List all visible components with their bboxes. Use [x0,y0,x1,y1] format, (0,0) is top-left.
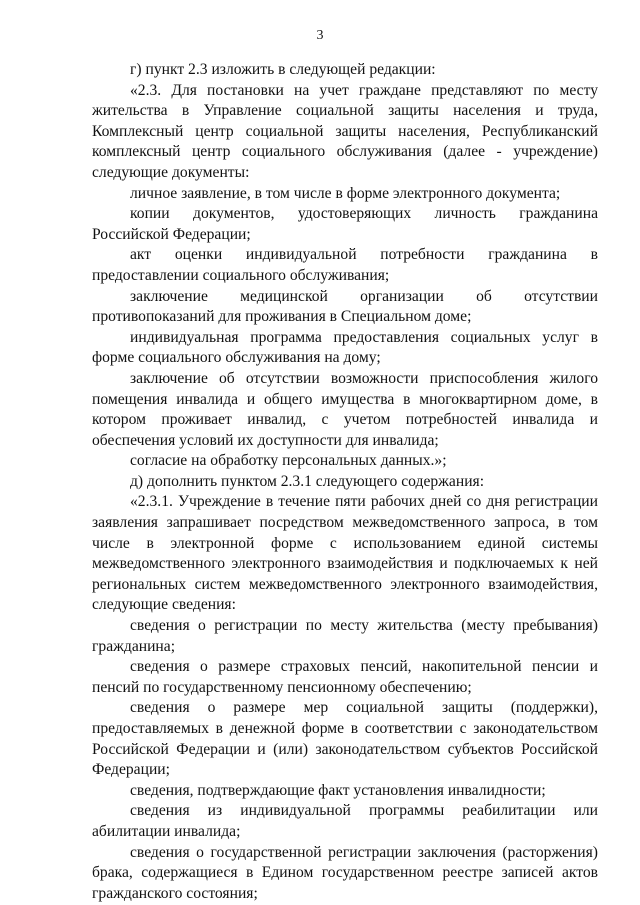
list-item-application: личное заявление, в том числе в форме электронного документа; [130,184,561,202]
list-item-disability-info: сведения, подтверждающие факт установления инвалидности; [130,781,546,799]
list-item-needs-assessment: акт оценки индивидуальной потребности гражданина в предоставлении социального обслуживания; [92,246,598,284]
list-item-individual-program: индивидуальная программа предоставления социальных услуг в форме социального обслуживания на дому; [92,328,598,367]
list-item-identity-documents: копии документов, удостоверяющих личность гражданина Российской Федерации; [92,205,598,243]
paragraph-clause-2-3-1: «2.3.1. Учреждение в течение пяти рабочих дней со дня регистрации заявления запрашивает посредством межведомственного запроса, в том числе в электронной форме с использованием единой системы межведомственного электронного взаимодействия и подключаемых к ней региональных систем межведомственного электронного взаимодействия, следующие сведения: [92,493,598,614]
document-body [92,60,598,904]
list-item-social-support-info: сведения о размере мер социальной защиты (поддержки), предоставляемых в денежной форме в соответствии с законодательством Российской Федерации и (или) законодательством субъектов Российской Федерации; [92,699,598,779]
list-item-registration-info: сведения о регистрации по месту жительства (месту пребывания) гражданина; [92,617,598,655]
paragraph-amendment-g: г) пункт 2.3 изложить в следующей редакции: [130,61,436,78]
paragraph-amendment-d: д) дополнить пунктом 2.3.1 следующего содержания: [130,472,485,490]
page-number: 3 [316,28,324,43]
list-item-marriage-registration-info: сведения о государственной регистрации заключения (расторжения) брака, содержащиеся в Едином государственном реестре записей актов гражданского состояния; [92,843,598,902]
list-item-housing-conclusion: заключение об отсутствии возможности приспособления жилого помещения инвалида и общего имущества в многоквартирном доме, в котором проживает инвалид, с учетом потребностей инвалида и обеспечения условий их доступности для инвалида; [92,369,598,449]
list-item-pension-info: сведения о размере страховых пенсий, накопительной пенсии и пенсий по государственному пенсионному обеспечению; [92,658,598,696]
list-item-medical-conclusion: заключение медицинской организации об отсутствии противопоказаний для проживания в Специальном доме; [92,287,598,326]
list-item-data-consent: согласие на обработку персональных данных.»; [130,452,447,470]
paragraph-clause-2-3: «2.3. Для постановки на учет граждане представляют по месту жительства в Управление социальной защиты населения и труда, Комплексный центр социальной защиты населения, Республиканский комплексный центр социального обслуживания (далее - учреждение) следующие документы: [92,81,598,181]
list-item-rehabilitation-info: сведения из индивидуальной программы реабилитации или абилитации инвалида; [92,802,598,840]
